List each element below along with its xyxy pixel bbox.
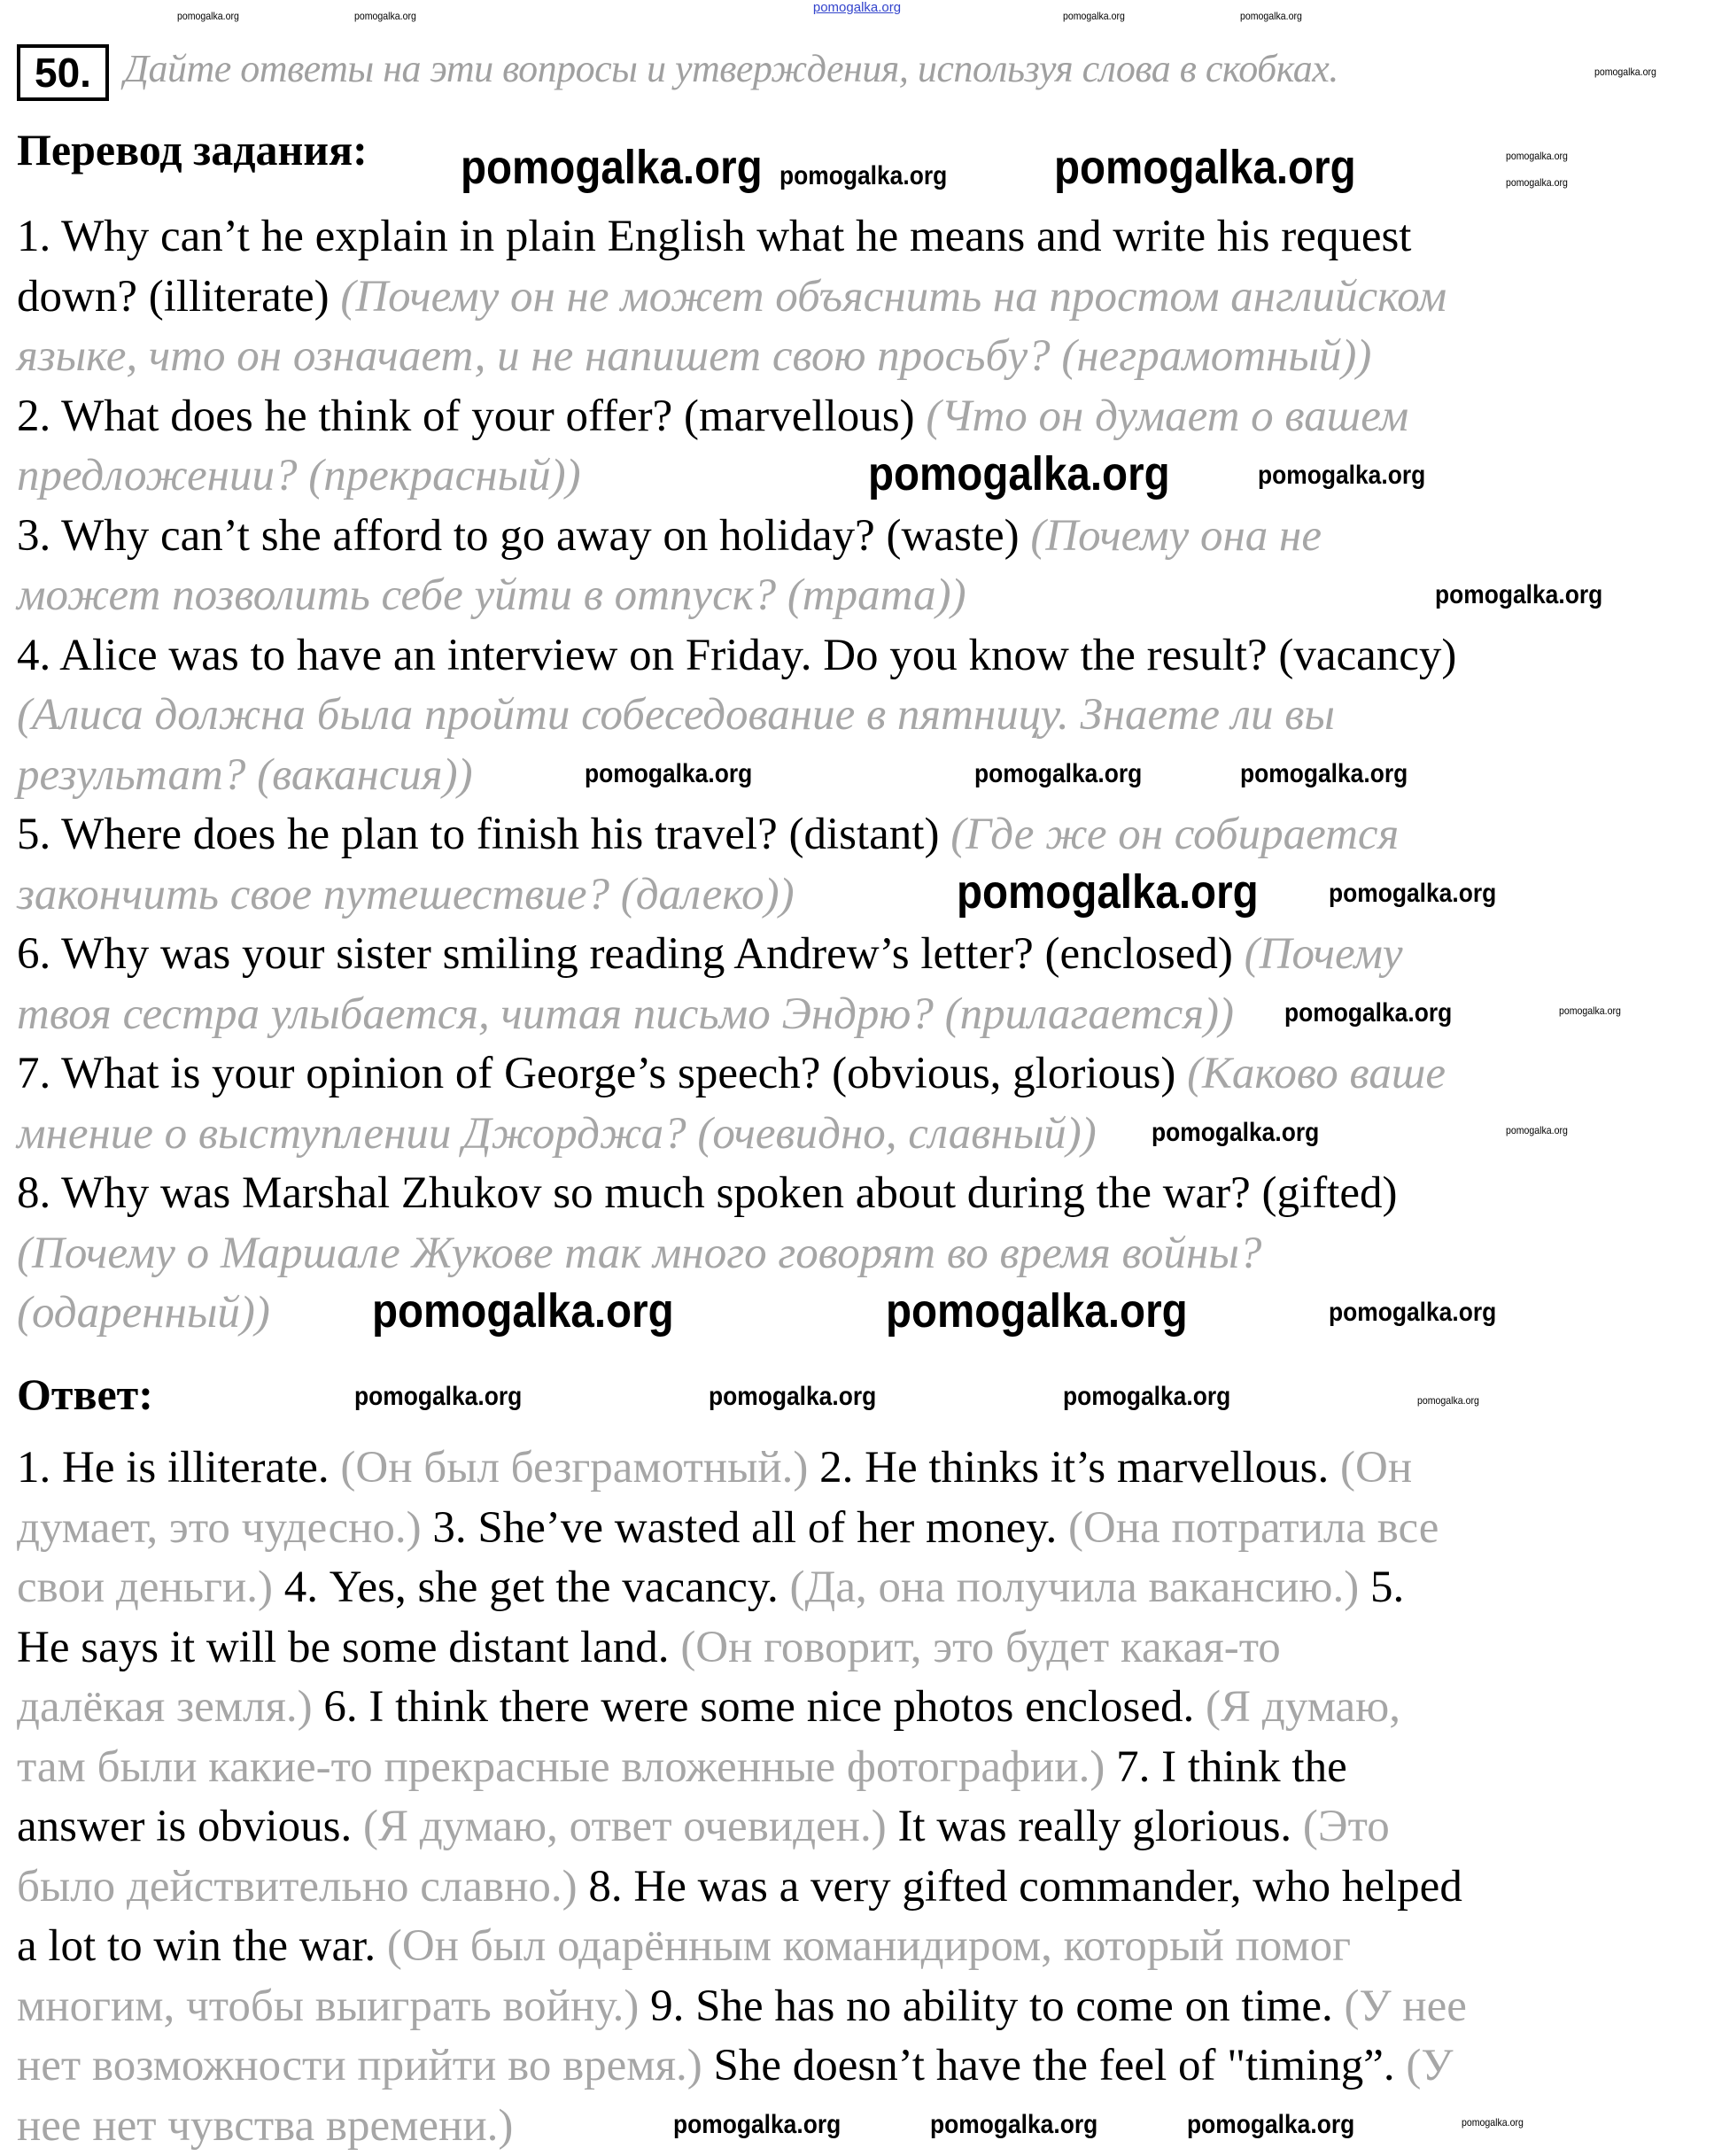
answer-line [17, 1558, 1467, 1618]
russian-translation: (Каково ваше [1187, 1049, 1446, 1098]
watermark: pomogalka.org [1559, 1005, 1621, 1017]
watermark: pomogalka.org [177, 11, 239, 22]
watermark: pomogalka.org [709, 1382, 876, 1411]
russian-translation: (Она потратила все [1068, 1503, 1439, 1553]
answer-line [17, 1977, 1467, 2037]
russian-translation: результат? (вакансия)) [17, 750, 473, 800]
answer-heading: Ответ: [17, 1369, 153, 1420]
english-text: 1. He is illiterate. [17, 1443, 340, 1493]
english-text: 3. She’ve wasted all of her money. [432, 1503, 1068, 1553]
watermark: pomogalka.org [1506, 1125, 1568, 1136]
watermark: pomogalka.org [1240, 11, 1302, 22]
english-text: 2. What does he think of your offer? (marvellous) [17, 392, 926, 441]
russian-translation: (Почему о Маршале Жукове так много говорят во время войны? [17, 1229, 1261, 1278]
english-text: 8. Why was Marshal Zhukov so much spoken about during the war? (gifted) [17, 1168, 1397, 1218]
question-line [17, 805, 1456, 865]
russian-translation: думает, это чудесно.) [17, 1503, 432, 1553]
watermark: pomogalka.org [1063, 11, 1125, 22]
watermark: pomogalka.org [886, 1285, 1188, 1338]
russian-translation: (У нее [1344, 1982, 1466, 2031]
russian-translation: может позволить себе уйти в отпуск? (трата)) [17, 570, 966, 620]
watermark: pomogalka.org [354, 1382, 522, 1411]
question-line [17, 268, 1456, 328]
russian-translation: (одаренный)) [17, 1288, 270, 1338]
question-line [17, 207, 1456, 268]
watermark: pomogalka.org [974, 759, 1142, 788]
watermark: pomogalka.org [1329, 1298, 1496, 1327]
english-text: She doesn’t have the feel of "timing”. [714, 2041, 1407, 2090]
russian-translation: многим, чтобы выиграть войну.) [17, 1982, 650, 2031]
russian-translation: (Почему он не может объяснить на простом английском [340, 272, 1446, 322]
question-line [17, 626, 1456, 686]
translation-heading: Перевод задания: [17, 124, 368, 175]
question-line [17, 1044, 1456, 1105]
watermark: pomogalka.org [1152, 1118, 1319, 1147]
answer-line [17, 1618, 1467, 1679]
russian-translation: языке, что он означает, и не напишет свою просьбу? (неграмотный)) [17, 331, 1371, 381]
russian-translation: (Алиса должна была пройти собеседование в пятницу. Знаете ли вы [17, 690, 1335, 740]
russian-translation: предложении? (прекрасный)) [17, 451, 581, 500]
answer-line [17, 1738, 1467, 1798]
question-line [17, 1224, 1456, 1284]
question-line [17, 387, 1456, 447]
english-text: 1. Why can’t he explain in plain English what he means and write his request [17, 212, 1411, 261]
russian-translation: нет возможности прийти во время.) [17, 2041, 714, 2090]
watermark: pomogalka.org [1187, 2110, 1354, 2139]
russian-translation: (Почему [1245, 929, 1403, 979]
english-text: 9. She has no ability to come on time. [650, 1982, 1344, 2031]
watermark: pomogalka.org [1435, 580, 1602, 609]
english-text: He says it will be some distant land. [17, 1623, 680, 1672]
top-watermark-link[interactable]: pomogalka.org [0, 0, 1714, 15]
answer-line [17, 1797, 1467, 1857]
russian-translation: свои деньги.) [17, 1563, 284, 1612]
english-text: a lot to win the war. [17, 1921, 387, 1971]
russian-translation: (Я думаю, ответ очевиден.) [363, 1802, 897, 1851]
question-line [17, 985, 1456, 1045]
watermark: pomogalka.org [957, 866, 1259, 919]
russian-translation: (Где же он собирается [950, 810, 1399, 859]
answers-block [17, 1439, 1467, 2156]
english-text: 6. I think there were some nice photos enclosed. [323, 1682, 1206, 1732]
question-line [17, 1284, 1456, 1344]
watermark: pomogalka.org [1329, 879, 1496, 908]
english-text: 3. Why can’t she afford to go away on holiday? (waste) [17, 511, 1030, 561]
english-text: 7. What is your opinion of George’s speech? (obvious, glorious) [17, 1049, 1187, 1098]
question-line [17, 327, 1456, 387]
watermark: pomogalka.org [779, 161, 947, 190]
question-line [17, 507, 1456, 567]
english-text: answer is obvious. [17, 1802, 363, 1851]
russian-translation: (Что он думает о вашем [926, 392, 1408, 441]
watermark: pomogalka.org [585, 759, 752, 788]
watermark: pomogalka.org [1417, 1395, 1479, 1407]
exercise-number: 50. [17, 44, 109, 101]
question-line [17, 446, 1456, 507]
watermark: pomogalka.org [1063, 1382, 1230, 1411]
watermark: pomogalka.org [1284, 998, 1452, 1028]
russian-translation: твоя сестра улыбается, читая письмо Эндрю? (прилагается)) [17, 989, 1234, 1039]
answer-line [17, 1499, 1467, 1559]
watermark: pomogalka.org [1506, 177, 1568, 189]
russian-translation: там были какие-то прекрасные вложенные фотографии.) [17, 1742, 1116, 1792]
russian-translation: (Я думаю, [1206, 1682, 1400, 1732]
exercise-instruction: Дайте ответы на эти вопросы и утверждения, используя слова в скобках. [124, 46, 1338, 91]
watermark: pomogalka.org [930, 2110, 1097, 2139]
watermark: pomogalka.org [372, 1285, 674, 1338]
russian-translation: мнение о выступлении Джорджа? (очевидно, славный)) [17, 1109, 1097, 1159]
russian-translation: (Да, она получила вакансию.) [790, 1563, 1370, 1612]
russian-translation: было действительно славно.) [17, 1862, 588, 1912]
russian-translation: (У [1406, 2041, 1453, 2090]
watermark: pomogalka.org [673, 2110, 841, 2139]
russian-translation: (Это [1303, 1802, 1390, 1851]
english-text: 5. [1370, 1563, 1404, 1612]
question-line [17, 686, 1456, 746]
answer-line [17, 1439, 1467, 1499]
english-text: 4. Alice was to have an interview on Friday. Do you know the result? (vacancy) [17, 631, 1456, 680]
english-text: 4. Yes, she get the vacancy. [284, 1563, 790, 1612]
watermark: pomogalka.org [1506, 151, 1568, 162]
english-text: down? (illiterate) [17, 272, 340, 322]
russian-translation: (Он был одарённым команидиром, который помог [387, 1921, 1351, 1971]
watermark: pomogalka.org [461, 142, 763, 194]
watermark: pomogalka.org [1240, 759, 1408, 788]
russian-translation: (Он говорит, это будет какая-то [680, 1623, 1281, 1672]
english-text: 2. He thinks it’s marvellous. [819, 1443, 1340, 1493]
answer-line [17, 2036, 1467, 2097]
english-text: 6. Why was your sister smiling reading Andrew’s letter? (enclosed) [17, 929, 1245, 979]
answer-line [17, 1678, 1467, 1738]
english-text: 8. He was a very gifted commander, who helped [588, 1862, 1462, 1912]
russian-translation: (Он был безграмотный.) [340, 1443, 819, 1493]
english-text: 7. I think the [1116, 1742, 1347, 1792]
watermark: pomogalka.org [354, 11, 416, 22]
watermark: pomogalka.org [1462, 2117, 1524, 2129]
russian-translation: нее нет чувства времени.) [17, 2101, 513, 2151]
russian-translation: далёкая земля.) [17, 1682, 323, 1732]
question-line [17, 925, 1456, 985]
watermark: pomogalka.org [1054, 142, 1356, 194]
russian-translation: (Он [1340, 1443, 1412, 1493]
russian-translation: (Почему она не [1030, 511, 1322, 561]
answer-line [17, 1857, 1467, 1918]
question-line [17, 1164, 1456, 1224]
watermark: pomogalka.org [1594, 66, 1656, 78]
answer-line [17, 1917, 1467, 1977]
watermark: pomogalka.org [868, 448, 1170, 500]
english-text: 5. Where does he plan to finish his travel? (distant) [17, 810, 950, 859]
russian-translation: закончить свое путешествие? (далеко)) [17, 870, 795, 919]
english-text: It was really glorious. [897, 1802, 1302, 1851]
watermark: pomogalka.org [1258, 461, 1425, 490]
question-line [17, 566, 1456, 626]
